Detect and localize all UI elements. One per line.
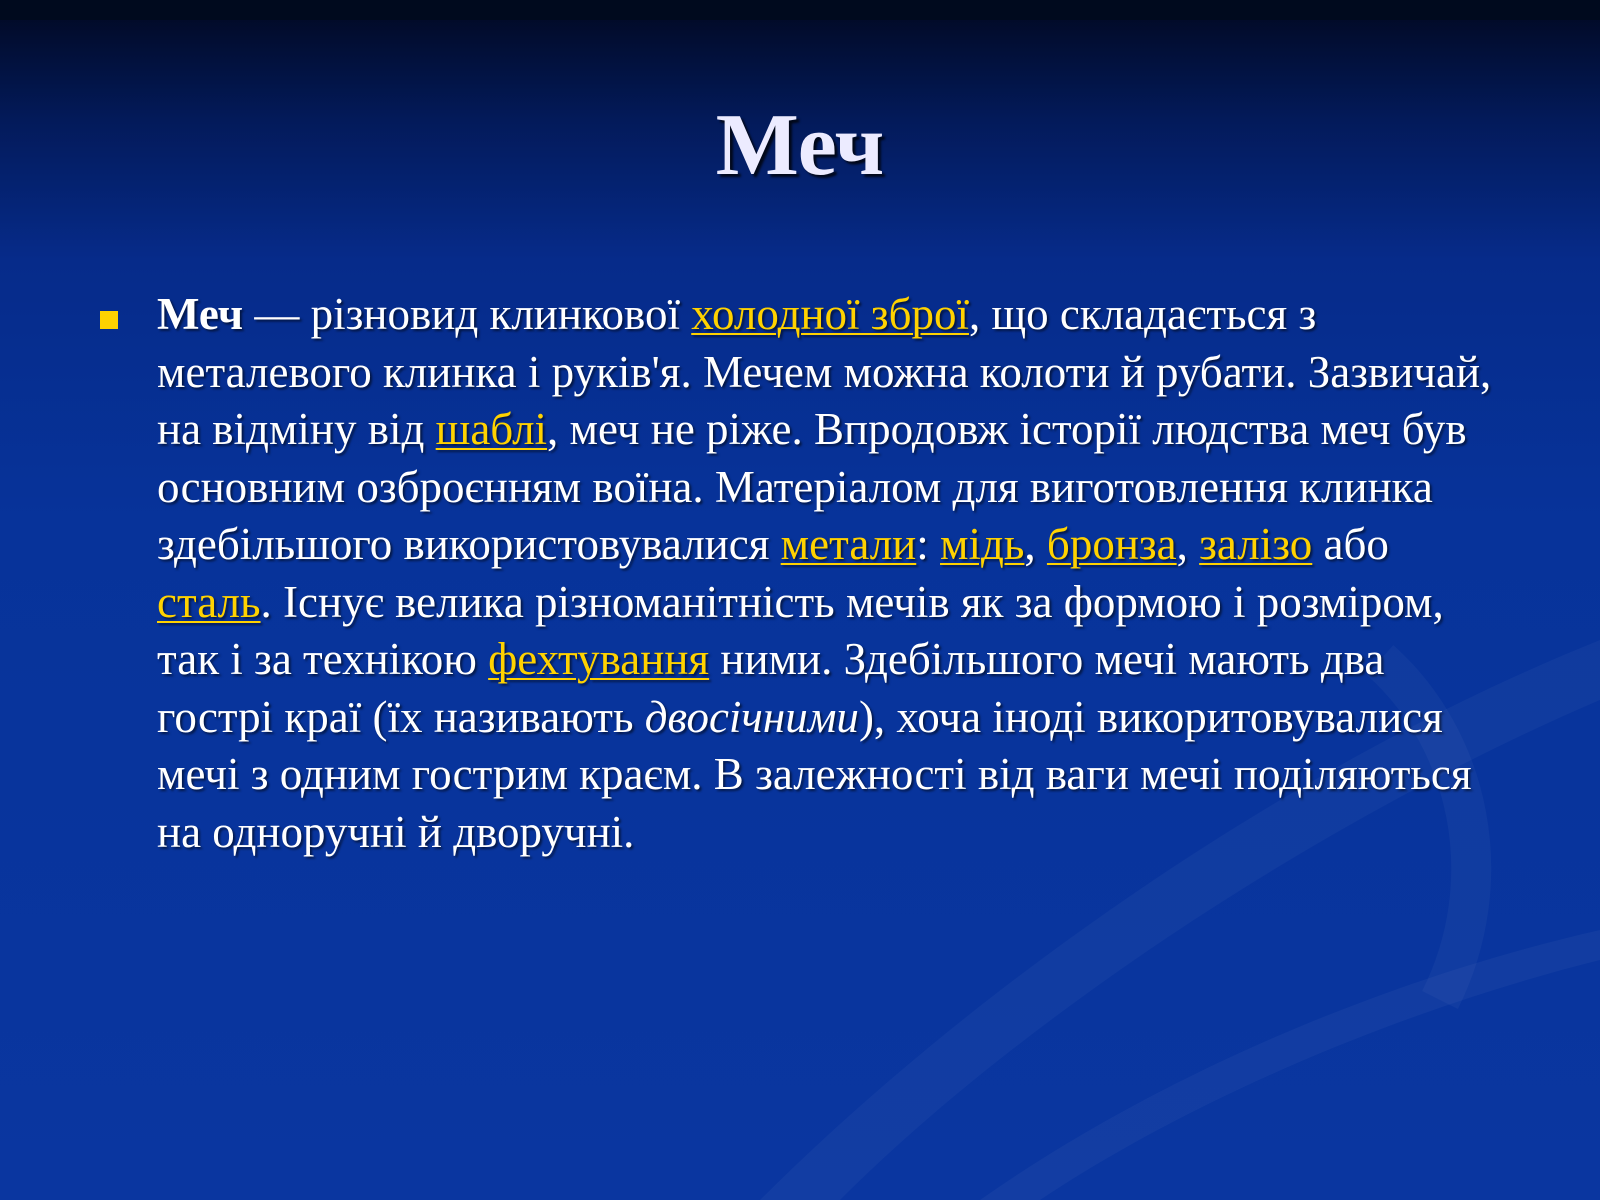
link-iron[interactable]: залізо (1199, 519, 1313, 569)
text-segment: , (1176, 519, 1200, 569)
text-segment: або (1312, 519, 1389, 569)
bullet-square-icon (100, 311, 118, 329)
text-segment: , (1024, 519, 1047, 569)
text-segment: . Існує велика різноманітність мечів як за формою і розміром, так і за технікою (157, 576, 1444, 684)
link-saber[interactable]: шаблі (435, 404, 548, 454)
term-bold: Меч (157, 289, 244, 339)
text-segment: , меч не ріже. Впродовж історії людства меч був основним озброєнням воїна. Матеріалом для виготовлення клинка здебільшого використовувалися (157, 404, 1467, 569)
top-dark-strip (0, 0, 1600, 20)
text-segment: ними. Здебільшого мечі мають два гострі краї (їх називають (157, 634, 1385, 742)
text-segment: , що складається з металевого клинка і руків'я. Мечем можна колоти й рубати. Зазвичай, на відміну від (157, 289, 1492, 454)
link-fencing[interactable]: фехтування (488, 634, 710, 684)
bullet-paragraph (157, 286, 1500, 861)
link-bronze[interactable]: бронза (1046, 519, 1177, 569)
slide-title: Меч (715, 97, 885, 194)
link-copper[interactable]: мідь (940, 519, 1025, 569)
bullet-item (100, 286, 1500, 861)
link-steel[interactable]: сталь (157, 576, 261, 627)
text-segment: : (916, 519, 941, 569)
link-metals[interactable]: метали (780, 519, 917, 569)
italic-double-edged: двосічними (644, 691, 859, 742)
text-segment: ), хоча іноді викоритовувалися мечі з одним гострим краєм. В залежності від ваги мечі поділяються на одноручні й дворучні. (157, 691, 1472, 857)
text-segment: — різновид клинкової (243, 289, 692, 339)
link-cold-weapon[interactable]: холодної зброї (691, 289, 969, 339)
